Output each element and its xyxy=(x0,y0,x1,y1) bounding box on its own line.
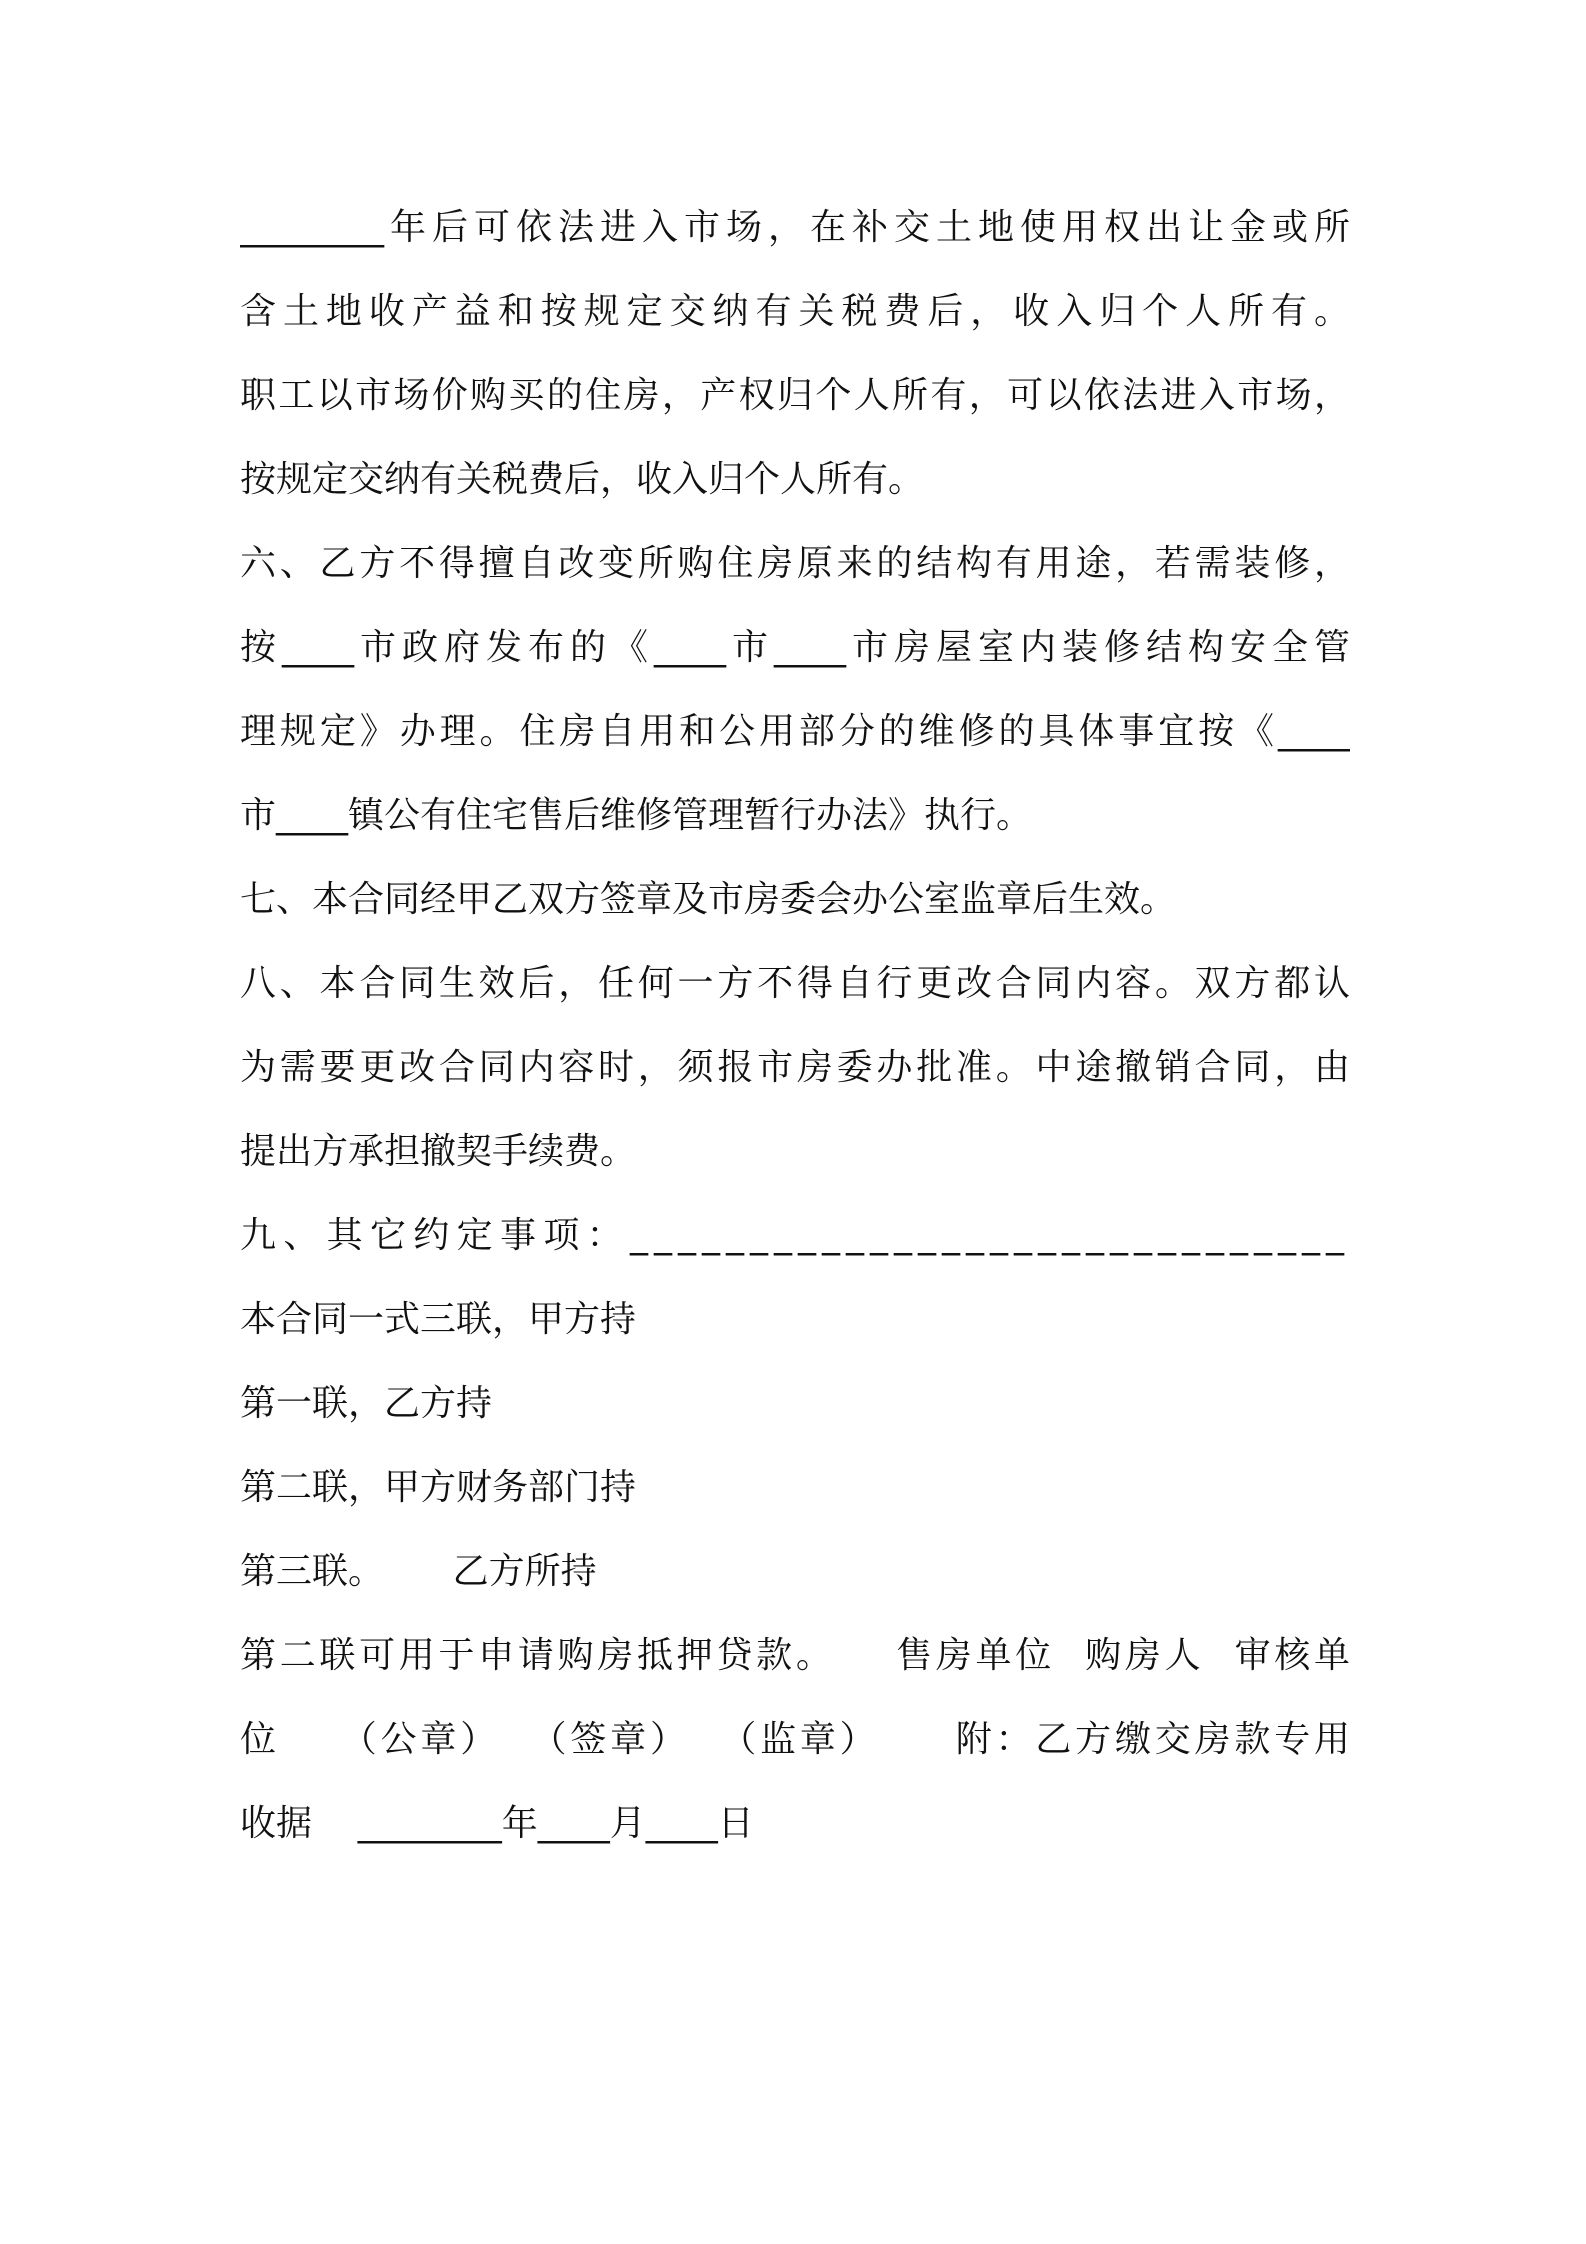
text-line-10: 八、本合同生效后，任何一方不得自行更改合同内容。双方都认 xyxy=(240,963,1350,1004)
text-line-4: 按规定交纳有关税费后，收入归个人所有。 xyxy=(240,459,925,500)
text-line-7: 理规定》办理。住房自用和公用部分的维修的具体事宜按《____ xyxy=(240,711,1350,752)
text-line-2: 含土地收产益和按规定交纳有关税费后，收入归个人所有。 xyxy=(240,291,1350,332)
text-line-19: 位 （公章） （签章） （监章） 附：乙方缴交房款专用 xyxy=(240,1719,1350,1760)
text-line-15: 第一联，乙方持 xyxy=(240,1383,493,1424)
text-line-9: 七、本合同经甲乙双方签章及市房委会办公室监章后生效。 xyxy=(240,879,1177,920)
text-line-3: 职工以市场价购买的住房，产权归个人所有，可以依法进入市场， xyxy=(240,375,1350,416)
text-line-6: 按____市政府发布的《____市____市房屋室内装修结构安全管 xyxy=(240,627,1350,668)
text-line-14: 本合同一式三联，甲方持 xyxy=(240,1299,637,1340)
text-line-11: 为需要更改合同内容时，须报市房委办批准。中途撤销合同，由 xyxy=(240,1047,1350,1088)
text-line-5: 六、乙方不得擅自改变所购住房原来的结构有用途，若需装修， xyxy=(240,543,1350,584)
text-line-8: 市____镇公有住宅售后维修管理暂行办法》执行。 xyxy=(240,795,1033,836)
text-line-16: 第二联，甲方财务部门持 xyxy=(240,1467,637,1508)
text-line-1: ________年后可依法进入市场，在补交土地使用权出让金或所 xyxy=(240,207,1350,248)
text-line-12: 提出方承担撤契手续费。 xyxy=(240,1131,637,1172)
text-line-18: 第二联可用于申请购房抵押贷款。 售房单位 购房人 审核单 xyxy=(240,1635,1350,1676)
text-line-13: 九、其它约定事项：______________________________ xyxy=(240,1215,1350,1256)
text-line-17: 第三联。 乙方所持 xyxy=(240,1551,597,1592)
text-line-20: 收据 ________年____月____日 xyxy=(240,1803,754,1844)
